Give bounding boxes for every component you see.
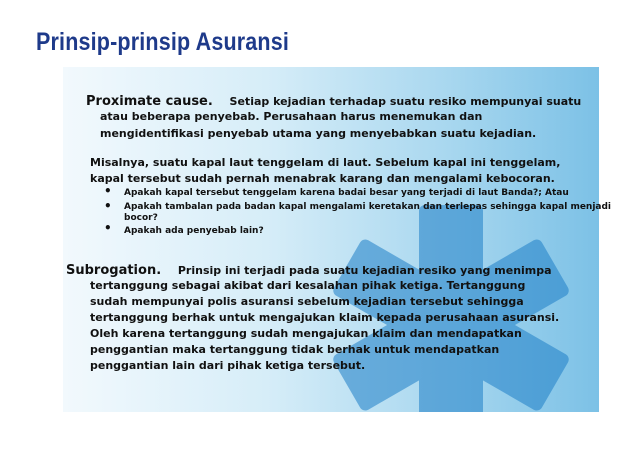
subrogation-line: tertanggung berhak untuk mengajukan klaim kepada perusahaan asuransi. [90, 311, 560, 324]
subrogation-line: Prinsip ini terjadi pada suatu kejadian resiko yang menimpa [177, 264, 552, 277]
subrogation-line: tertanggung sebagai akibat dari kesalahan pihak ketiga. Tertanggung [90, 279, 526, 292]
proximate-first-line [86, 90, 581, 109]
bullet-dot-icon: • [104, 184, 112, 198]
subrogation-heading: Subrogation. [66, 263, 162, 278]
subrogation-line: sudah mempunyai polis asuransi sebelum kejadian tersebut sehingga [90, 295, 524, 308]
proximate-heading: Proximate cause. [86, 94, 213, 109]
proximate-line: mengidentifikasi penyebab utama yang menyebabkan suatu kejadian. [100, 127, 537, 140]
subrogation-line: Oleh karena tertanggung sudah mengajukan klaim dan mendapatkan [90, 327, 522, 340]
subrogation-line: penggantian lain dari pihak ketiga tersebut. [90, 359, 366, 372]
bullet-dot-icon: • [104, 221, 112, 235]
example-line: kapal tersebut sudah pernah menabrak karang dan mengalami kebocoran. [90, 172, 555, 185]
proximate-line: atau beberapa penyebab. Perusahaan harus menemukan dan [100, 110, 483, 123]
bullet-dot-icon: • [104, 199, 112, 213]
proximate-line: Setiap kejadian terhadap suatu resiko mempunyai suatu [229, 95, 582, 108]
subrogation-first-line [66, 259, 552, 278]
bullet-item-continuation: bocor? [124, 213, 158, 223]
bullet-item: Apakah kapal tersebut tenggelam karena badai besar yang terjadi di laut Banda?; Atau [124, 188, 569, 198]
bullet-item: Apakah ada penyebab lain? [124, 226, 264, 236]
slide-title: Prinsip-prinsip Asuransi [36, 28, 290, 56]
example-line: Misalnya, suatu kapal laut tenggelam di laut. Sebelum kapal ini tenggelam, [90, 156, 561, 169]
subrogation-line: penggantian maka tertanggung tidak berhak untuk mendapatkan [90, 343, 500, 356]
bullet-item: Apakah tambalan pada badan kapal mengalami keretakan dan terlepas sehingga kapal menjadi [124, 202, 612, 212]
